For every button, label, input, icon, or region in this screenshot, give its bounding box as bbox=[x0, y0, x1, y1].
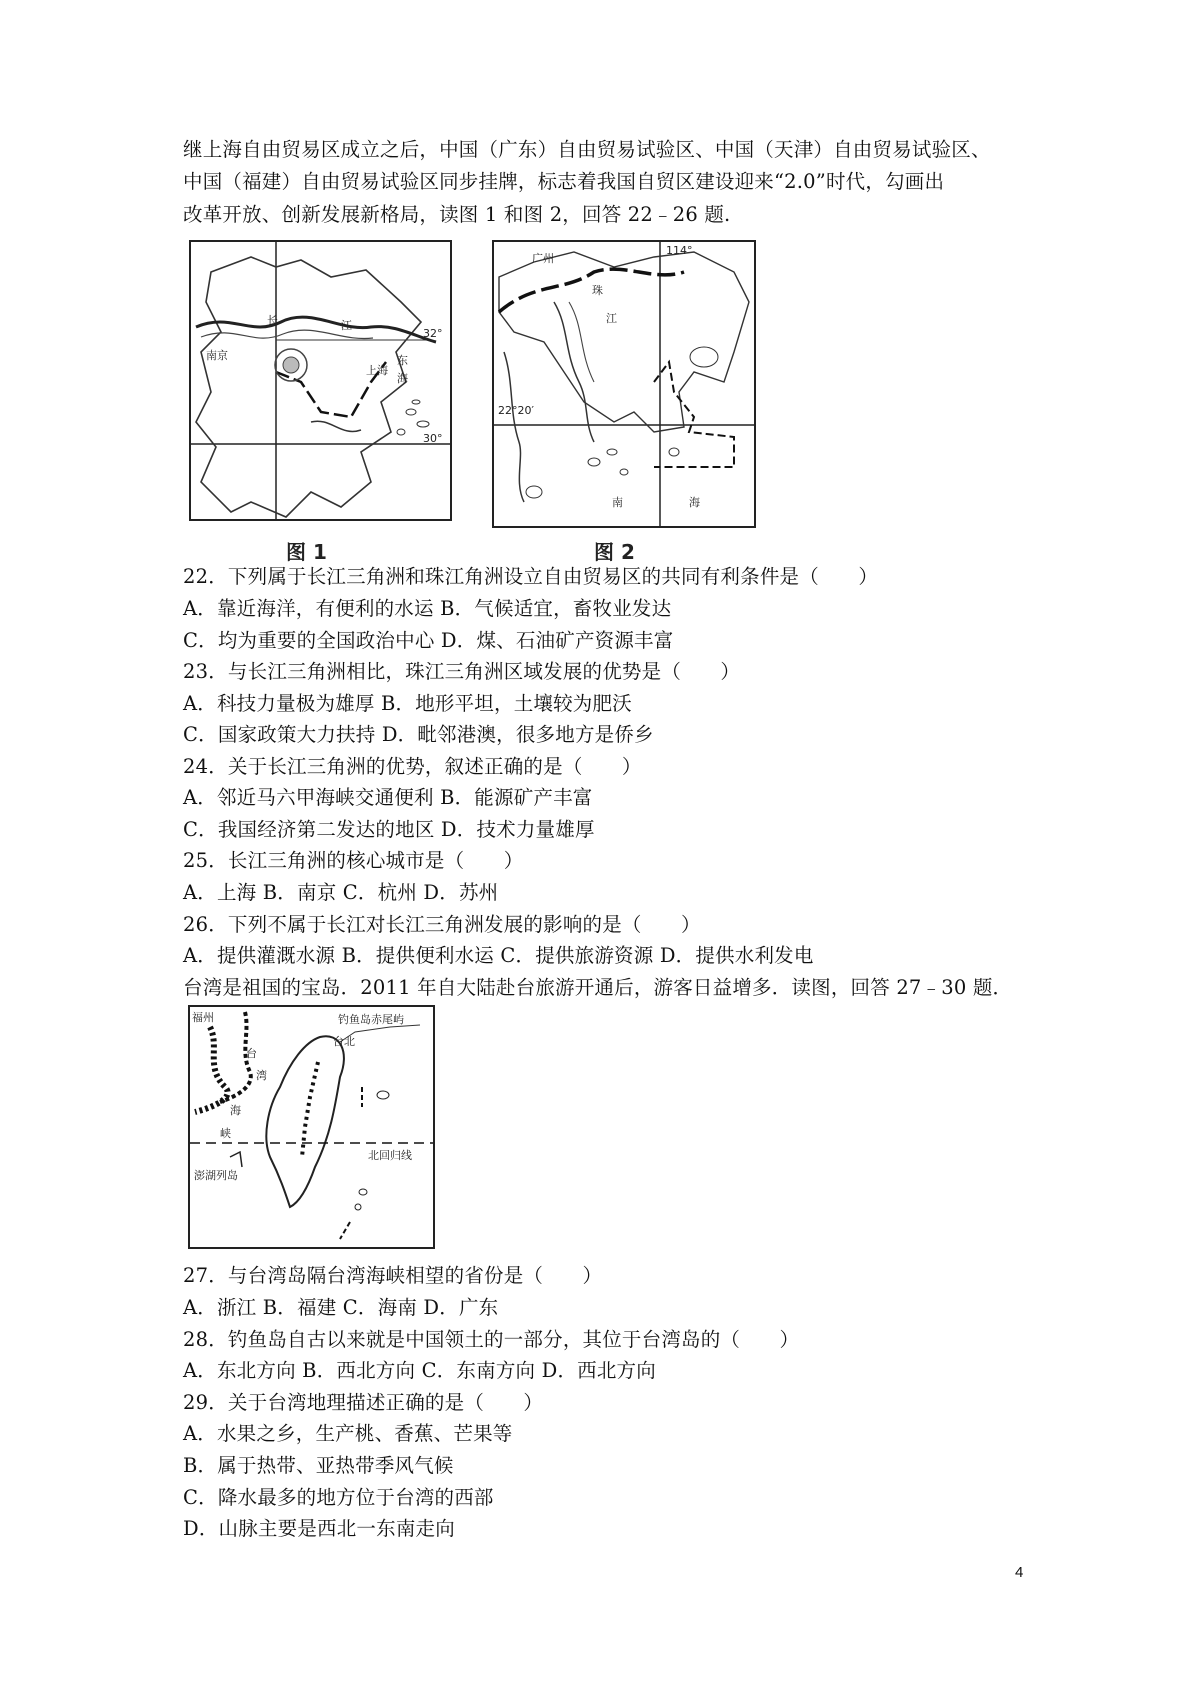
figure-1-map bbox=[189, 240, 452, 521]
question-29-stem: 29．关于台湾地理描述正确的是（ ） bbox=[183, 1391, 544, 1414]
question-26-options: A．提供灌溉水源 B．提供便利水运 C．提供旅游资源 D．提供水利发电 bbox=[183, 944, 814, 967]
question-24-options-1: A．邻近马六甲海峡交通便利 B．能源矿产丰富 bbox=[183, 786, 593, 809]
fig3-label-tai: 台 bbox=[246, 1047, 257, 1060]
figure-2-caption: 图 2 bbox=[594, 540, 635, 564]
fig2-label-lat-22-20: 22°20′ bbox=[498, 404, 534, 417]
pearl-delta-map-drawing bbox=[494, 242, 754, 526]
question-24-options-2: C．我国经济第二发达的地区 D．技术力量雄厚 bbox=[183, 818, 595, 841]
fig3-label-fuzhou: 福州 bbox=[192, 1011, 214, 1024]
fig1-label-lat-30: 30° bbox=[423, 432, 443, 445]
taiwan-intro: 台湾是祖国的宝岛．2011 年自大陆赴台旅游开通后，游客日益增多．读图，回答 27﹣30 题． bbox=[183, 976, 1013, 999]
question-23-options-1: A．科技力量极为雄厚 B．地形平坦，土壤较为肥沃 bbox=[183, 692, 632, 715]
fig1-label-lat-32: 32° bbox=[423, 327, 443, 340]
question-22-options-1: A．靠近海洋，有便利的水运 B．气候适宜，畜牧业发达 bbox=[183, 597, 672, 620]
fig3-label-xia: 峡 bbox=[220, 1127, 231, 1140]
figure-2-map bbox=[492, 240, 756, 528]
fig1-label-jiang: 江 bbox=[341, 319, 352, 332]
question-23-options-2: C．国家政策大力扶持 D．毗邻港澳，很多地方是侨乡 bbox=[183, 723, 654, 746]
intro-line-1: 继上海自由贸易区成立之后，中国（广东）自由贸易试验区、中国（天津）自由贸易试验区、 bbox=[183, 138, 991, 161]
question-28-options: A．东北方向 B．西北方向 C．东南方向 D．西北方向 bbox=[183, 1359, 656, 1382]
question-22-stem: 22．下列属于长江三角洲和珠江角洲设立自由贸易区的共同有利条件是（ ） bbox=[183, 565, 879, 588]
page-number: 4 bbox=[1015, 1564, 1024, 1581]
question-23-stem: 23．与长江三角洲相比，珠江三角洲区域发展的优势是（ ） bbox=[183, 660, 741, 683]
question-27-stem: 27．与台湾岛隔台湾海峡相望的省份是（ ） bbox=[183, 1264, 603, 1287]
fig2-label-zhu: 珠 bbox=[592, 284, 603, 297]
fig1-label-dong: 东 bbox=[397, 354, 408, 367]
fig3-label-hai: 海 bbox=[230, 1104, 241, 1117]
question-29-option-c: C．降水最多的地方位于台湾的西部 bbox=[183, 1486, 494, 1509]
yangtze-delta-map-drawing bbox=[191, 242, 450, 519]
fig2-label-jiang: 江 bbox=[606, 312, 617, 325]
intro-line-3: 改革开放、创新发展新格局，读图 1 和图 2，回答 22﹣26 题. bbox=[183, 203, 731, 226]
figure-1-caption: 图 1 bbox=[286, 540, 327, 564]
fig3-label-diaoyu-chiwei: 钓鱼岛赤尾屿 bbox=[338, 1013, 404, 1026]
question-29-option-b: B．属于热带、亚热带季风气候 bbox=[183, 1454, 454, 1477]
question-25-options: A．上海 B．南京 C．杭州 D．苏州 bbox=[183, 881, 499, 904]
fig3-label-wan: 湾 bbox=[256, 1069, 267, 1082]
question-24-stem: 24．关于长江三角洲的优势，叙述正确的是（ ） bbox=[183, 755, 642, 778]
question-27-options: A．浙江 B．福建 C．海南 D．广东 bbox=[183, 1296, 499, 1319]
question-26-stem: 26．下列不属于长江对长江三角洲发展的影响的是（ ） bbox=[183, 913, 701, 936]
question-25-stem: 25．长江三角洲的核心城市是（ ） bbox=[183, 849, 524, 872]
figure-3-taiwan-map bbox=[188, 1005, 435, 1249]
fig3-label-taibei: 台北 bbox=[333, 1035, 355, 1048]
fig2-label-hai: 海 bbox=[689, 496, 700, 509]
fig1-label-nanjing: 南京 bbox=[206, 349, 228, 362]
fig2-label-lon-114: 114° bbox=[666, 244, 693, 257]
question-29-option-d: D．山脉主要是西北一东南走向 bbox=[183, 1517, 455, 1540]
question-29-option-a: A．水果之乡，生产桃、香蕉、芒果等 bbox=[183, 1422, 513, 1445]
fig2-label-guangzhou: 广州 bbox=[532, 252, 554, 265]
intro-line-2: 中国（福建）自由贸易试验区同步挂牌，标志着我国自贸区建设迎来“2.0”时代，勾画出 bbox=[183, 170, 945, 193]
fig1-label-hai: 海 bbox=[397, 372, 408, 385]
fig1-label-shanghai: 上海 bbox=[366, 364, 388, 377]
question-28-stem: 28．钓鱼岛自古以来就是中国领土的一部分，其位于台湾岛的（ ） bbox=[183, 1328, 800, 1351]
question-22-options-2: C．均为重要的全国政治中心 D．煤、石油矿产资源丰富 bbox=[183, 629, 674, 652]
fig3-label-tropic-of-cancer: 北回归线 bbox=[368, 1149, 412, 1162]
fig2-label-nan: 南 bbox=[612, 496, 623, 509]
fig1-label-chang: 长 bbox=[267, 314, 278, 327]
fig3-label-penghu: 澎湖列岛 bbox=[194, 1169, 238, 1182]
